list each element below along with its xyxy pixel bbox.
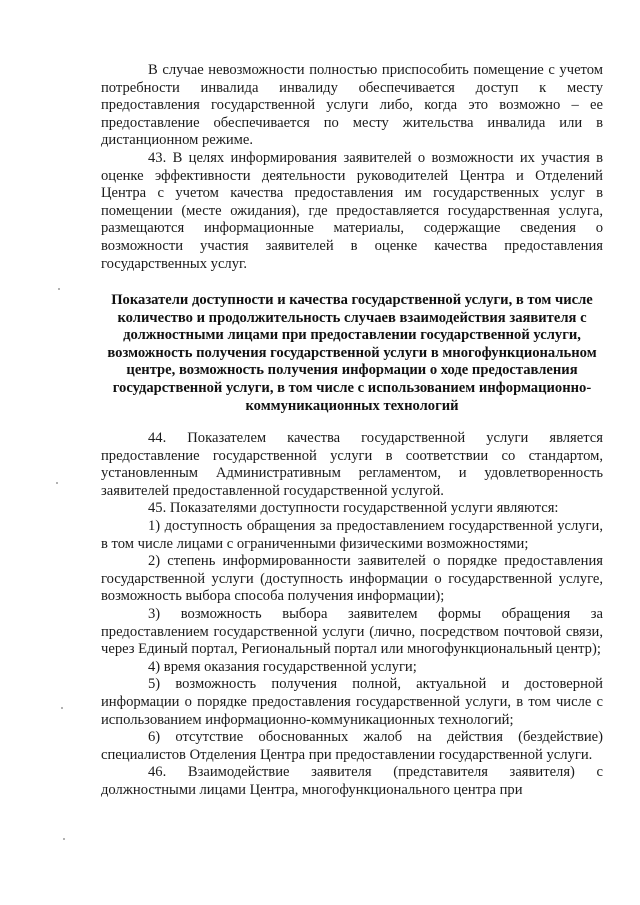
scan-speck (58, 288, 60, 290)
paragraph-46: 46. Взаимодействие заявителя (представителя заявителя) с должностными лицами Центра, многофункционального центра при (101, 764, 603, 798)
section-heading: Показатели доступности и качества государственной услуги, в том числе количество и продолжительность случаев взаимодействия заявителя с должностными лицами при предоставлении государственной услуги, возможность получения государственной услуги в многофункциональном центре, возможность получения информации о ходе предоставления государственной услуги, в том числе с использованием информационно-коммуникационных технологий (107, 292, 597, 414)
list-item-5: 5) возможность получения полной, актуальной и достоверной информации о порядке предоставления государственной услуги, в том числе с использованием информационно-коммуникационных технологий; (101, 676, 603, 728)
list-item-4: 4) время оказания государственной услуги; (148, 658, 417, 675)
list-item-1: 1) доступность обращения за предоставлением государственной услуги, в том числе лицами с ограниченными физическими возможностями; (101, 517, 603, 552)
paragraph-45: 45. Показателями доступности государственной услуги являются: (148, 500, 559, 517)
text-block-bottom (101, 430, 603, 799)
scan-speck (56, 482, 58, 484)
list-item-2: 2) степень информированности заявителей о порядке предоставления государственной услуги (доступность информации о государственной услуге, возможность выбора способа получения информации); (101, 553, 603, 605)
paragraph-43: 43. В целях информирования заявителей о возможности их участия в оценке эффективности деятельности руководителей Центра и Отделений Центра с учетом качества предоставления им государственных услуг в помещении (месте ожидания), где предоставляется государственная услуга, размещаются информационные материалы, содержащие сведения о возможности участия заявителей в оценке качества предоставления государственных услуг. (101, 149, 603, 272)
text-block-top (101, 62, 603, 273)
list-item-3: 3) возможность выбора заявителем формы обращения за предоставлением государственной услуги (лично, посредством почтовой связи, через Единый портал, Региональный портал или многофункциональный центр); (101, 605, 603, 658)
scan-speck (61, 707, 63, 709)
list-item-6: 6) отсутствие обоснованных жалоб на действия (бездействие) специалистов Отделения Центра при предоставлении государственной услуги. (101, 729, 603, 763)
paragraph-disabled-access: В случае невозможности полностью приспособить помещение с учетом потребности инвалида инвалиду обеспечивается доступ к месту предоставления государственной услуги либо, когда это возможно – ее предоставление обеспечивается по месту жительства инвалида или в дистанционном режиме. (101, 62, 603, 149)
scan-speck (63, 838, 65, 840)
paragraph-44: 44. Показателем качества государственной услуги является предоставление государственной услуги в соответствии со стандартом, установленным Административным регламентом, и удовлетворенность заявителей предоставленной государственной услугой. (101, 430, 603, 499)
